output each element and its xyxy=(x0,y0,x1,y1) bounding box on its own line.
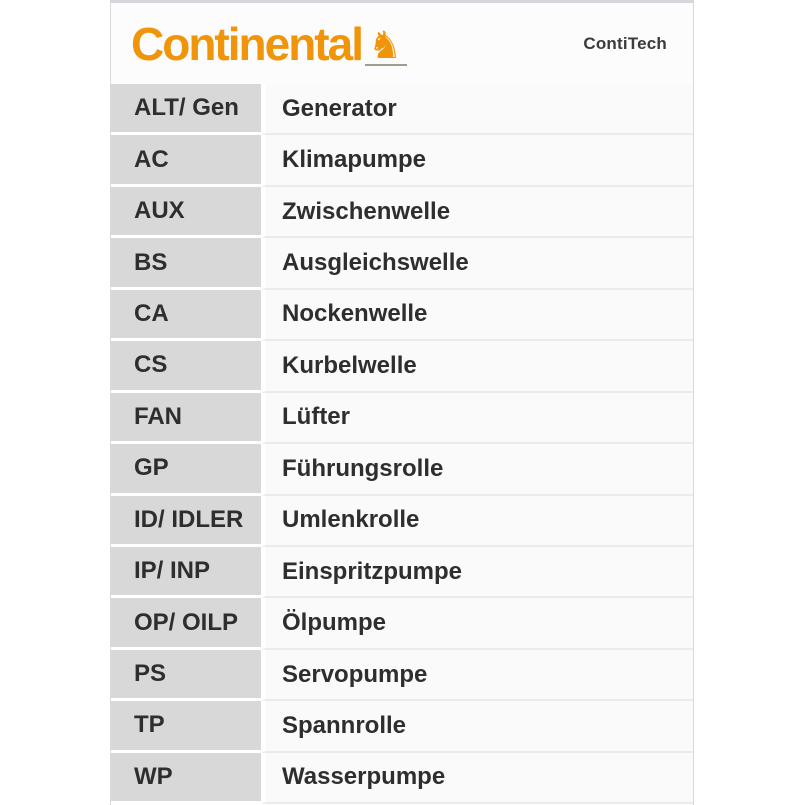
abbreviation-cell: OP/ OILP xyxy=(111,598,261,649)
abbreviation-cell: AUX xyxy=(111,187,261,238)
continental-wordmark: Continental xyxy=(131,17,362,70)
term-cell: Wasserpumpe xyxy=(261,753,693,804)
table-row xyxy=(111,135,693,186)
table-row xyxy=(111,393,693,444)
abbreviation-cell: CS xyxy=(111,341,261,392)
table-row xyxy=(111,701,693,752)
term-cell: Nockenwelle xyxy=(261,290,693,341)
term-cell: Lüfter xyxy=(261,393,693,444)
table-row xyxy=(111,84,693,135)
table-row xyxy=(111,341,693,392)
table-row xyxy=(111,238,693,289)
contitech-wordmark: ContiTech xyxy=(583,33,667,53)
continental-logo xyxy=(131,17,407,70)
term-cell: Zwischenwelle xyxy=(261,187,693,238)
term-cell: Ölpumpe xyxy=(261,598,693,649)
abbreviation-table xyxy=(111,84,693,804)
rearing-horse-icon: ♞ xyxy=(365,28,407,66)
table-row xyxy=(111,650,693,701)
document-card xyxy=(110,0,694,805)
abbreviation-cell: AC xyxy=(111,135,261,186)
table-row xyxy=(111,187,693,238)
term-cell: Servopumpe xyxy=(261,650,693,701)
table-row xyxy=(111,444,693,495)
term-cell: Klimapumpe xyxy=(261,135,693,186)
abbreviation-cell: WP xyxy=(111,753,261,804)
table-row xyxy=(111,753,693,804)
term-cell: Kurbelwelle xyxy=(261,341,693,392)
abbreviation-cell: TP xyxy=(111,701,261,752)
table-row xyxy=(111,598,693,649)
abbreviation-cell: ALT/ Gen xyxy=(111,84,261,135)
abbreviation-cell: CA xyxy=(111,290,261,341)
table-row xyxy=(111,547,693,598)
brand-header xyxy=(111,3,693,84)
abbreviation-cell: IP/ INP xyxy=(111,547,261,598)
term-cell: Ausgleichswelle xyxy=(261,238,693,289)
abbreviation-cell: ID/ IDLER xyxy=(111,496,261,547)
abbreviation-cell: GP xyxy=(111,444,261,495)
term-cell: Einspritzpumpe xyxy=(261,547,693,598)
table-row xyxy=(111,290,693,341)
term-cell: Spannrolle xyxy=(261,701,693,752)
abbreviation-cell: PS xyxy=(111,650,261,701)
term-cell: Generator xyxy=(261,84,693,135)
abbreviation-cell: FAN xyxy=(111,393,261,444)
abbreviation-cell: BS xyxy=(111,238,261,289)
term-cell: Umlenkrolle xyxy=(261,496,693,547)
term-cell: Führungsrolle xyxy=(261,444,693,495)
table-row xyxy=(111,496,693,547)
